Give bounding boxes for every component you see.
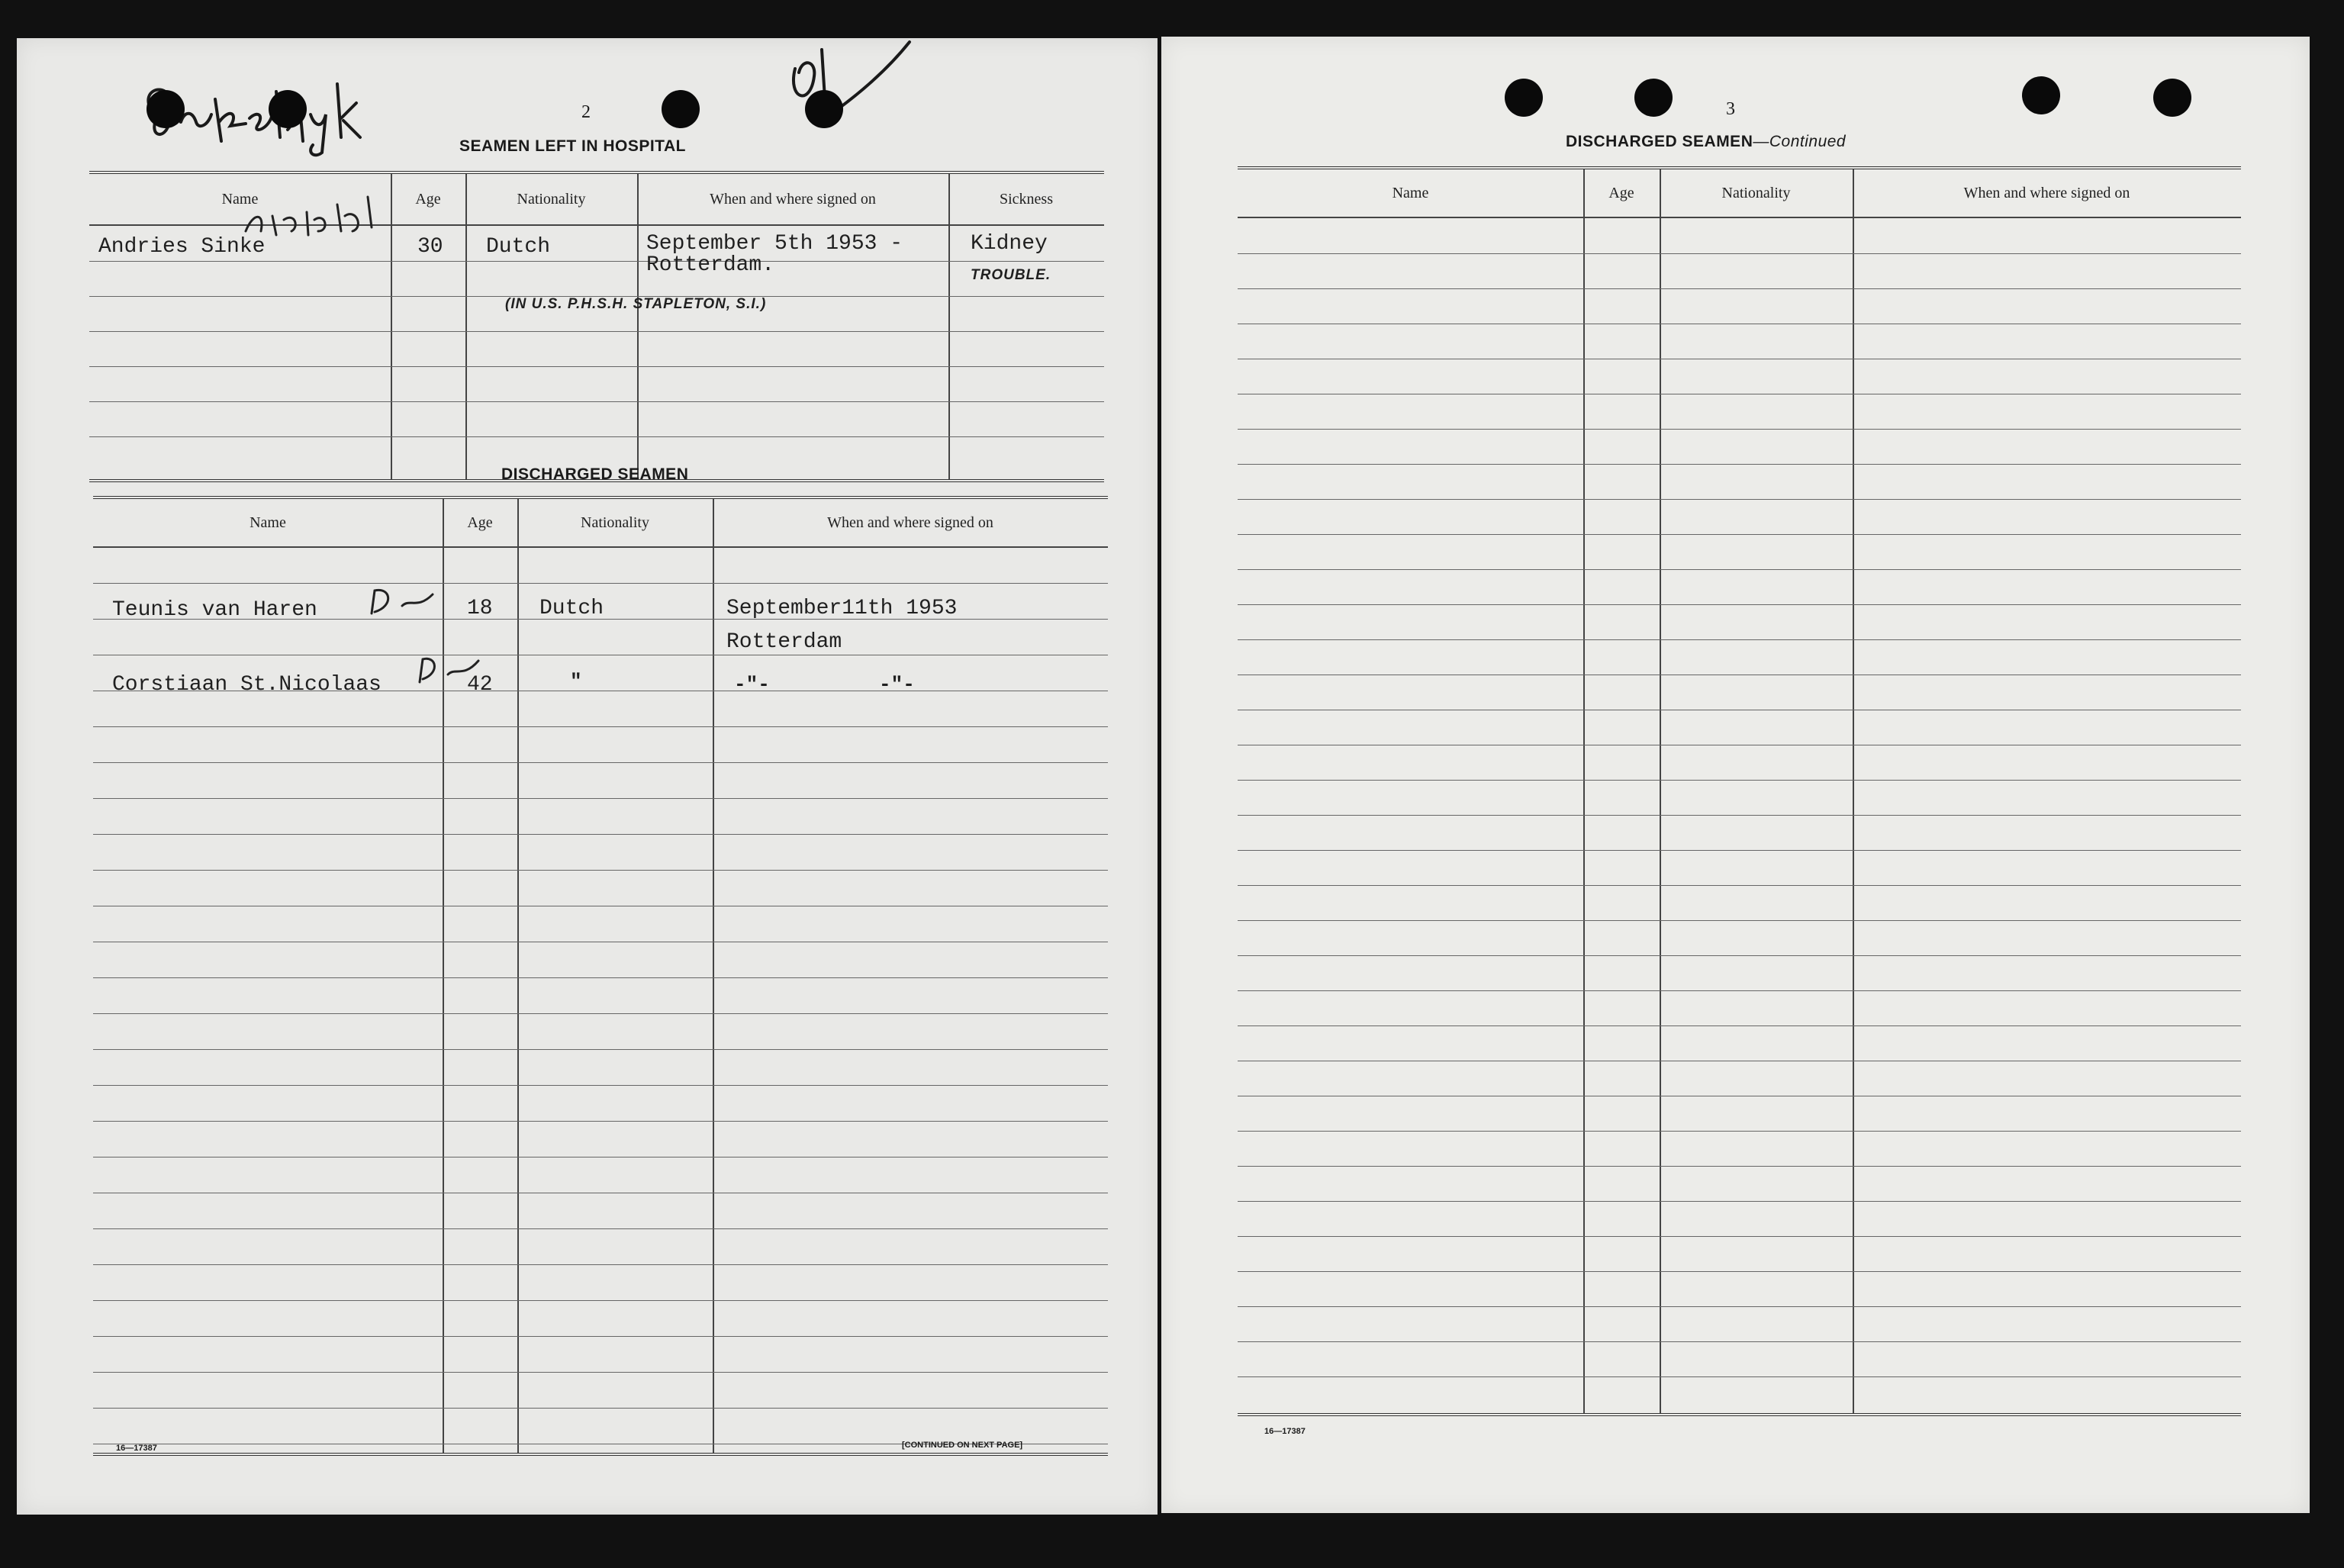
column-divider xyxy=(637,174,639,479)
row-rule xyxy=(1238,534,2241,535)
column-header: Nationality xyxy=(581,514,649,531)
table-header xyxy=(93,499,1108,548)
hospital-age-cell: 30 xyxy=(417,235,443,259)
column-header: Name xyxy=(221,190,259,208)
hospital-note: (IN U.S. P.H.S.H. STAPLETON, S.I.) xyxy=(505,296,767,312)
column-divider xyxy=(1660,169,1661,1413)
row-rule xyxy=(1238,288,2241,289)
discharged-signed-on-line2: Rotterdam xyxy=(726,630,842,654)
row-rule xyxy=(1238,1341,2241,1342)
row-rule xyxy=(93,1049,1108,1050)
row-rule xyxy=(93,1121,1108,1122)
row-rule xyxy=(1238,464,2241,465)
punch-hole xyxy=(2022,76,2060,114)
section-title: DISCHARGED SEAMEN xyxy=(501,465,689,483)
column-header: Name xyxy=(250,514,286,531)
row-rule xyxy=(93,798,1108,799)
row-rule xyxy=(1238,1306,2241,1307)
discharged-age-cell: 42 xyxy=(467,673,493,697)
row-rule xyxy=(93,1264,1108,1265)
column-divider xyxy=(948,174,950,479)
discharged-signed-on-ditto: -"- xyxy=(734,673,770,696)
punch-hole xyxy=(146,90,185,128)
discharged-age-cell: 18 xyxy=(467,597,493,620)
hospital-signed-on-line1: September 5th 1953 - xyxy=(646,232,903,256)
hospital-nationality-cell: Dutch xyxy=(486,235,551,259)
row-rule xyxy=(93,870,1108,871)
discharged-table xyxy=(93,496,1108,1456)
row-rule xyxy=(93,1408,1108,1409)
row-rule xyxy=(93,1013,1108,1014)
row-rule xyxy=(1238,1131,2241,1132)
page-number: 2 xyxy=(581,102,591,122)
row-rule xyxy=(93,762,1108,763)
discharged-nationality-cell: Dutch xyxy=(539,597,604,620)
form-number: 16—17387 xyxy=(116,1444,157,1453)
column-header: Sickness xyxy=(1000,190,1053,208)
column-divider xyxy=(391,174,392,479)
hospital-name-cell: Andries Sinke xyxy=(98,235,266,259)
column-divider xyxy=(465,174,467,479)
right-page xyxy=(1161,37,2310,1513)
row-rule xyxy=(1238,499,2241,500)
hospital-sickness-line2: TROUBLE. xyxy=(971,267,1051,283)
row-rule xyxy=(1238,955,2241,956)
row-rule xyxy=(1238,920,2241,921)
row-rule xyxy=(93,1085,1108,1086)
row-rule xyxy=(1238,429,2241,430)
column-divider xyxy=(517,499,519,1453)
punch-hole xyxy=(1505,79,1543,117)
table-header xyxy=(1238,169,2241,218)
handwritten-mark xyxy=(780,38,932,122)
hospital-signed-on-line2: Rotterdam. xyxy=(646,253,775,277)
row-rule xyxy=(1238,1166,2241,1167)
discharged-signed-on-line1: September11th 1953 xyxy=(726,597,958,620)
discharged-name-cell: Teunis van Haren xyxy=(112,598,317,622)
column-header: When and where signed on xyxy=(1963,184,2130,201)
page-number: 3 xyxy=(1726,99,1735,119)
punch-hole xyxy=(269,90,307,128)
section-title-suffix: —Continued xyxy=(1753,133,1847,150)
row-rule xyxy=(1238,569,2241,570)
discharged-continued-table xyxy=(1238,166,2241,1416)
punch-hole xyxy=(1634,79,1673,117)
left-page xyxy=(17,38,1158,1515)
row-rule xyxy=(1238,850,2241,851)
row-rule xyxy=(89,366,1104,367)
row-rule xyxy=(93,583,1108,584)
column-divider xyxy=(443,499,444,1453)
row-rule xyxy=(1238,780,2241,781)
handwritten-annotation xyxy=(238,189,383,243)
row-rule xyxy=(93,1336,1108,1337)
punch-hole xyxy=(805,90,843,128)
column-header: Name xyxy=(1392,184,1429,201)
handwritten-annotation xyxy=(364,583,440,621)
section-title-main: DISCHARGED SEAMEN xyxy=(1566,133,1753,150)
row-rule xyxy=(89,261,1104,262)
row-rule xyxy=(1238,885,2241,886)
row-rule xyxy=(93,834,1108,835)
row-rule xyxy=(1238,1376,2241,1377)
discharged-name-cell: Corstiaan St.Nicolaas xyxy=(112,673,382,697)
row-rule xyxy=(89,331,1104,332)
row-rule xyxy=(1238,1271,2241,1272)
column-divider xyxy=(1853,169,1854,1413)
row-rule xyxy=(93,726,1108,727)
column-header: When and where signed on xyxy=(827,514,993,531)
punch-hole xyxy=(662,90,700,128)
section-title: SEAMEN LEFT IN HOSPITAL xyxy=(459,137,686,155)
discharged-signed-on-ditto: -"- xyxy=(879,673,915,696)
row-rule xyxy=(1238,1201,2241,1202)
row-rule xyxy=(1238,253,2241,254)
column-header: Nationality xyxy=(517,190,586,208)
continued-note: [CONTINUED ON NEXT PAGE] xyxy=(902,1441,1023,1450)
discharged-nationality-cell: " xyxy=(570,670,582,693)
row-rule xyxy=(1238,639,2241,640)
row-rule xyxy=(93,1228,1108,1229)
row-rule xyxy=(89,401,1104,402)
column-header: When and where signed on xyxy=(710,190,876,208)
row-rule xyxy=(1238,1236,2241,1237)
row-rule xyxy=(1238,815,2241,816)
row-rule xyxy=(1238,1025,2241,1026)
row-rule xyxy=(93,1372,1108,1373)
row-rule xyxy=(1238,604,2241,605)
column-divider xyxy=(713,499,714,1453)
hospital-table xyxy=(89,171,1104,482)
column-divider xyxy=(1583,169,1585,1413)
row-rule xyxy=(93,1300,1108,1301)
punch-hole xyxy=(2153,79,2191,117)
row-rule xyxy=(89,436,1104,437)
row-rule xyxy=(1238,990,2241,991)
column-header: Nationality xyxy=(1721,184,1791,201)
hospital-sickness-line1: Kidney xyxy=(971,232,1048,256)
column-header: Age xyxy=(415,190,441,208)
column-header: Age xyxy=(1608,184,1634,201)
row-rule xyxy=(93,977,1108,978)
section-title xyxy=(1566,133,1846,151)
form-number: 16—17387 xyxy=(1264,1427,1306,1436)
column-header: Age xyxy=(467,514,493,531)
